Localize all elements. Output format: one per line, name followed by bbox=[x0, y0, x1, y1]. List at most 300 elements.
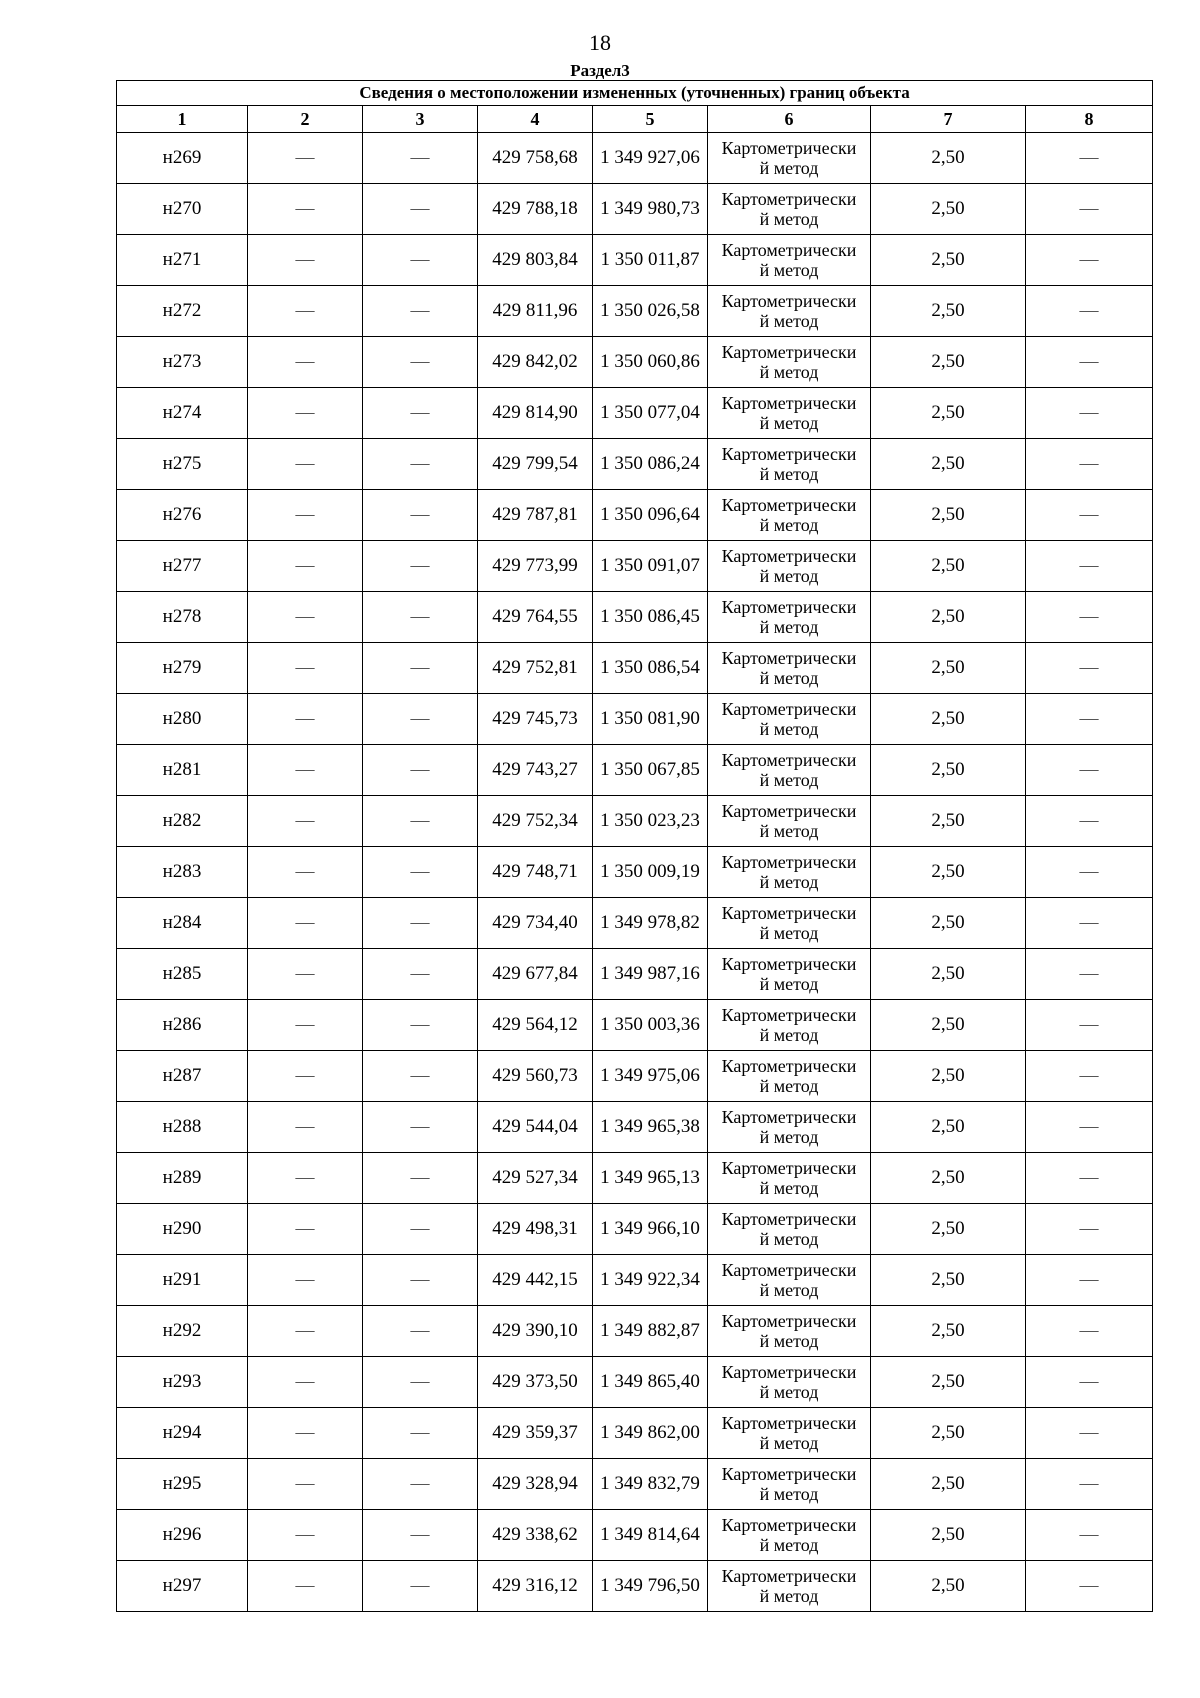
method-line-2: й метод bbox=[759, 1025, 819, 1045]
method-cell bbox=[708, 1255, 871, 1306]
x-coordinate-cell: 429 752,34 bbox=[478, 796, 593, 847]
method-cell bbox=[708, 133, 871, 184]
col8-dash-cell: — bbox=[1026, 643, 1153, 694]
method-line-2: й метод bbox=[759, 872, 819, 892]
col3-dash-cell: — bbox=[363, 643, 478, 694]
table-row bbox=[117, 1357, 1153, 1408]
col3-dash-cell: — bbox=[363, 337, 478, 388]
point-id-cell: н287 bbox=[117, 1051, 248, 1102]
col2-dash-cell: — bbox=[248, 1204, 363, 1255]
col8-dash-cell: — bbox=[1026, 541, 1153, 592]
x-coordinate-cell: 429 498,31 bbox=[478, 1204, 593, 1255]
col2-dash-cell: — bbox=[248, 490, 363, 541]
col3-dash-cell: — bbox=[363, 1459, 478, 1510]
method-line-1: Картометрически bbox=[721, 1515, 857, 1535]
accuracy-cell: 2,50 bbox=[871, 1051, 1026, 1102]
y-coordinate-cell: 1 350 023,23 bbox=[593, 796, 708, 847]
accuracy-cell: 2,50 bbox=[871, 1561, 1026, 1612]
table-row bbox=[117, 184, 1153, 235]
y-coordinate-cell: 1 350 086,24 bbox=[593, 439, 708, 490]
y-coordinate-cell: 1 350 096,64 bbox=[593, 490, 708, 541]
column-number: 1 bbox=[117, 106, 248, 133]
y-coordinate-cell: 1 349 862,00 bbox=[593, 1408, 708, 1459]
method-line-1: Картометрически bbox=[721, 546, 857, 566]
col8-dash-cell: — bbox=[1026, 1357, 1153, 1408]
section-title: Раздел3 bbox=[570, 61, 630, 80]
point-id-cell: н292 bbox=[117, 1306, 248, 1357]
method-line-1: Картометрически bbox=[721, 1005, 857, 1025]
method-line-2: й метод bbox=[759, 821, 819, 841]
accuracy-cell: 2,50 bbox=[871, 1306, 1026, 1357]
table-row bbox=[117, 286, 1153, 337]
accuracy-cell: 2,50 bbox=[871, 1357, 1026, 1408]
col3-dash-cell: — bbox=[363, 388, 478, 439]
y-coordinate-cell: 1 349 796,50 bbox=[593, 1561, 708, 1612]
table-row bbox=[117, 439, 1153, 490]
col3-dash-cell: — bbox=[363, 694, 478, 745]
point-id-cell: н270 bbox=[117, 184, 248, 235]
coordinates-table bbox=[116, 80, 1153, 1612]
point-id-cell: н274 bbox=[117, 388, 248, 439]
point-id-cell: н280 bbox=[117, 694, 248, 745]
table-row bbox=[117, 337, 1153, 388]
col2-dash-cell: — bbox=[248, 541, 363, 592]
method-cell bbox=[708, 337, 871, 388]
col3-dash-cell: — bbox=[363, 592, 478, 643]
point-id-cell: н273 bbox=[117, 337, 248, 388]
col8-dash-cell: — bbox=[1026, 1561, 1153, 1612]
table-row bbox=[117, 541, 1153, 592]
method-line-1: Картометрически bbox=[721, 444, 857, 464]
col3-dash-cell: — bbox=[363, 898, 478, 949]
method-cell bbox=[708, 439, 871, 490]
col2-dash-cell: — bbox=[248, 1357, 363, 1408]
col2-dash-cell: — bbox=[248, 1408, 363, 1459]
accuracy-cell: 2,50 bbox=[871, 235, 1026, 286]
col2-dash-cell: — bbox=[248, 1153, 363, 1204]
col2-dash-cell: — bbox=[248, 133, 363, 184]
col8-dash-cell: — bbox=[1026, 1510, 1153, 1561]
y-coordinate-cell: 1 350 077,04 bbox=[593, 388, 708, 439]
col2-dash-cell: — bbox=[248, 1306, 363, 1357]
point-id-cell: н297 bbox=[117, 1561, 248, 1612]
method-cell bbox=[708, 847, 871, 898]
table-row bbox=[117, 1408, 1153, 1459]
x-coordinate-cell: 429 338,62 bbox=[478, 1510, 593, 1561]
method-cell bbox=[708, 1459, 871, 1510]
page-number: 18 bbox=[589, 30, 611, 55]
col8-dash-cell: — bbox=[1026, 1102, 1153, 1153]
table-row bbox=[117, 1051, 1153, 1102]
col8-dash-cell: — bbox=[1026, 1306, 1153, 1357]
accuracy-cell: 2,50 bbox=[871, 541, 1026, 592]
method-line-1: Картометрически bbox=[721, 189, 857, 209]
col2-dash-cell: — bbox=[248, 796, 363, 847]
accuracy-cell: 2,50 bbox=[871, 898, 1026, 949]
column-number: 7 bbox=[871, 106, 1026, 133]
method-line-1: Картометрически bbox=[721, 1362, 857, 1382]
col3-dash-cell: — bbox=[363, 1306, 478, 1357]
method-line-2: й метод bbox=[759, 1280, 819, 1300]
method-line-1: Картометрически bbox=[721, 648, 857, 668]
accuracy-cell: 2,50 bbox=[871, 388, 1026, 439]
method-line-2: й метод bbox=[759, 413, 819, 433]
method-cell bbox=[708, 949, 871, 1000]
x-coordinate-cell: 429 544,04 bbox=[478, 1102, 593, 1153]
method-line-1: Картометрически bbox=[721, 750, 857, 770]
table-row bbox=[117, 745, 1153, 796]
method-cell bbox=[708, 1306, 871, 1357]
x-coordinate-cell: 429 745,73 bbox=[478, 694, 593, 745]
method-line-2: й метод bbox=[759, 668, 819, 688]
y-coordinate-cell: 1 350 009,19 bbox=[593, 847, 708, 898]
method-line-1: Картометрически bbox=[721, 1107, 857, 1127]
accuracy-cell: 2,50 bbox=[871, 1510, 1026, 1561]
table-row bbox=[117, 1306, 1153, 1357]
column-number: 8 bbox=[1026, 106, 1153, 133]
col2-dash-cell: — bbox=[248, 184, 363, 235]
point-id-cell: н271 bbox=[117, 235, 248, 286]
method-cell bbox=[708, 1510, 871, 1561]
method-line-1: Картометрически bbox=[721, 240, 857, 260]
col3-dash-cell: — bbox=[363, 133, 478, 184]
y-coordinate-cell: 1 349 927,06 bbox=[593, 133, 708, 184]
col3-dash-cell: — bbox=[363, 490, 478, 541]
method-line-2: й метод bbox=[759, 1076, 819, 1096]
col8-dash-cell: — bbox=[1026, 1255, 1153, 1306]
table-row bbox=[117, 592, 1153, 643]
point-id-cell: н269 bbox=[117, 133, 248, 184]
method-line-2: й метод bbox=[759, 311, 819, 331]
table-row bbox=[117, 490, 1153, 541]
method-cell bbox=[708, 388, 871, 439]
y-coordinate-cell: 1 350 086,45 bbox=[593, 592, 708, 643]
method-line-2: й метод bbox=[759, 1229, 819, 1249]
method-line-2: й метод bbox=[759, 515, 819, 535]
column-number: 2 bbox=[248, 106, 363, 133]
x-coordinate-cell: 429 328,94 bbox=[478, 1459, 593, 1510]
point-id-cell: н283 bbox=[117, 847, 248, 898]
col2-dash-cell: — bbox=[248, 949, 363, 1000]
col3-dash-cell: — bbox=[363, 1000, 478, 1051]
accuracy-cell: 2,50 bbox=[871, 694, 1026, 745]
point-id-cell: н284 bbox=[117, 898, 248, 949]
method-line-2: й метод bbox=[759, 260, 819, 280]
col3-dash-cell: — bbox=[363, 439, 478, 490]
method-line-1: Картометрически bbox=[721, 852, 857, 872]
point-id-cell: н276 bbox=[117, 490, 248, 541]
x-coordinate-cell: 429 560,73 bbox=[478, 1051, 593, 1102]
table-row bbox=[117, 388, 1153, 439]
method-line-1: Картометрически bbox=[721, 1158, 857, 1178]
method-line-1: Картометрически bbox=[721, 954, 857, 974]
method-line-2: й метод bbox=[759, 1535, 819, 1555]
point-id-cell: н293 bbox=[117, 1357, 248, 1408]
method-line-2: й метод bbox=[759, 1178, 819, 1198]
point-id-cell: н286 bbox=[117, 1000, 248, 1051]
col8-dash-cell: — bbox=[1026, 1000, 1153, 1051]
accuracy-cell: 2,50 bbox=[871, 490, 1026, 541]
x-coordinate-cell: 429 527,34 bbox=[478, 1153, 593, 1204]
x-coordinate-cell: 429 842,02 bbox=[478, 337, 593, 388]
table-row bbox=[117, 1102, 1153, 1153]
point-id-cell: н294 bbox=[117, 1408, 248, 1459]
table-row bbox=[117, 1153, 1153, 1204]
col8-dash-cell: — bbox=[1026, 1204, 1153, 1255]
y-coordinate-cell: 1 350 081,90 bbox=[593, 694, 708, 745]
method-line-1: Картометрически bbox=[721, 342, 857, 362]
method-line-1: Картометрически bbox=[721, 393, 857, 413]
method-line-2: й метод bbox=[759, 464, 819, 484]
col2-dash-cell: — bbox=[248, 1051, 363, 1102]
col8-dash-cell: — bbox=[1026, 796, 1153, 847]
column-number: 3 bbox=[363, 106, 478, 133]
y-coordinate-cell: 1 350 003,36 bbox=[593, 1000, 708, 1051]
method-line-2: й метод bbox=[759, 974, 819, 994]
method-line-2: й метод bbox=[759, 566, 819, 586]
method-line-1: Картометрически bbox=[721, 1260, 857, 1280]
col8-dash-cell: — bbox=[1026, 184, 1153, 235]
table-row bbox=[117, 235, 1153, 286]
method-cell bbox=[708, 694, 871, 745]
point-id-cell: н281 bbox=[117, 745, 248, 796]
col8-dash-cell: — bbox=[1026, 847, 1153, 898]
method-cell bbox=[708, 1153, 871, 1204]
method-cell bbox=[708, 592, 871, 643]
method-cell bbox=[708, 490, 871, 541]
method-cell bbox=[708, 541, 871, 592]
col2-dash-cell: — bbox=[248, 388, 363, 439]
y-coordinate-cell: 1 349 987,16 bbox=[593, 949, 708, 1000]
point-id-cell: н288 bbox=[117, 1102, 248, 1153]
x-coordinate-cell: 429 788,18 bbox=[478, 184, 593, 235]
y-coordinate-cell: 1 349 832,79 bbox=[593, 1459, 708, 1510]
accuracy-cell: 2,50 bbox=[871, 949, 1026, 1000]
accuracy-cell: 2,50 bbox=[871, 439, 1026, 490]
x-coordinate-cell: 429 764,55 bbox=[478, 592, 593, 643]
y-coordinate-cell: 1 349 922,34 bbox=[593, 1255, 708, 1306]
point-id-cell: н285 bbox=[117, 949, 248, 1000]
col8-dash-cell: — bbox=[1026, 235, 1153, 286]
method-line-2: й метод bbox=[759, 770, 819, 790]
method-cell bbox=[708, 1000, 871, 1051]
method-line-1: Картометрически bbox=[721, 291, 857, 311]
x-coordinate-cell: 429 787,81 bbox=[478, 490, 593, 541]
col2-dash-cell: — bbox=[248, 1561, 363, 1612]
col8-dash-cell: — bbox=[1026, 490, 1153, 541]
col3-dash-cell: — bbox=[363, 541, 478, 592]
point-id-cell: н290 bbox=[117, 1204, 248, 1255]
col3-dash-cell: — bbox=[363, 1561, 478, 1612]
y-coordinate-cell: 1 349 965,13 bbox=[593, 1153, 708, 1204]
x-coordinate-cell: 429 748,71 bbox=[478, 847, 593, 898]
accuracy-cell: 2,50 bbox=[871, 1153, 1026, 1204]
method-line-2: й метод bbox=[759, 1382, 819, 1402]
accuracy-cell: 2,50 bbox=[871, 1255, 1026, 1306]
col3-dash-cell: — bbox=[363, 1255, 478, 1306]
x-coordinate-cell: 429 564,12 bbox=[478, 1000, 593, 1051]
table-caption: Сведения о местоположении измененных (уточненных) границ объекта bbox=[117, 81, 1153, 106]
x-coordinate-cell: 429 373,50 bbox=[478, 1357, 593, 1408]
col2-dash-cell: — bbox=[248, 286, 363, 337]
col8-dash-cell: — bbox=[1026, 949, 1153, 1000]
method-line-2: й метод bbox=[759, 617, 819, 637]
accuracy-cell: 2,50 bbox=[871, 1408, 1026, 1459]
col2-dash-cell: — bbox=[248, 235, 363, 286]
x-coordinate-cell: 429 734,40 bbox=[478, 898, 593, 949]
method-line-1: Картометрически bbox=[721, 495, 857, 515]
method-line-2: й метод bbox=[759, 1331, 819, 1351]
accuracy-cell: 2,50 bbox=[871, 1459, 1026, 1510]
col3-dash-cell: — bbox=[363, 1102, 478, 1153]
point-id-cell: н295 bbox=[117, 1459, 248, 1510]
x-coordinate-cell: 429 359,37 bbox=[478, 1408, 593, 1459]
method-cell bbox=[708, 1102, 871, 1153]
col2-dash-cell: — bbox=[248, 1255, 363, 1306]
method-line-2: й метод bbox=[759, 1484, 819, 1504]
table-row bbox=[117, 643, 1153, 694]
col3-dash-cell: — bbox=[363, 286, 478, 337]
method-line-1: Картометрически bbox=[721, 138, 857, 158]
method-line-2: й метод bbox=[759, 362, 819, 382]
col8-dash-cell: — bbox=[1026, 1459, 1153, 1510]
y-coordinate-cell: 1 349 978,82 bbox=[593, 898, 708, 949]
x-coordinate-cell: 429 677,84 bbox=[478, 949, 593, 1000]
col8-dash-cell: — bbox=[1026, 1153, 1153, 1204]
col8-dash-cell: — bbox=[1026, 694, 1153, 745]
x-coordinate-cell: 429 814,90 bbox=[478, 388, 593, 439]
x-coordinate-cell: 429 752,81 bbox=[478, 643, 593, 694]
col2-dash-cell: — bbox=[248, 1102, 363, 1153]
table-row bbox=[117, 796, 1153, 847]
method-cell bbox=[708, 796, 871, 847]
method-line-2: й метод bbox=[759, 719, 819, 739]
method-cell bbox=[708, 898, 871, 949]
method-line-1: Картометрически bbox=[721, 1413, 857, 1433]
col2-dash-cell: — bbox=[248, 1510, 363, 1561]
col8-dash-cell: — bbox=[1026, 898, 1153, 949]
point-id-cell: н279 bbox=[117, 643, 248, 694]
col8-dash-cell: — bbox=[1026, 286, 1153, 337]
point-id-cell: н272 bbox=[117, 286, 248, 337]
method-cell bbox=[708, 1561, 871, 1612]
col8-dash-cell: — bbox=[1026, 1408, 1153, 1459]
point-id-cell: н278 bbox=[117, 592, 248, 643]
col3-dash-cell: — bbox=[363, 949, 478, 1000]
col8-dash-cell: — bbox=[1026, 388, 1153, 439]
column-number: 4 bbox=[478, 106, 593, 133]
col3-dash-cell: — bbox=[363, 235, 478, 286]
method-line-2: й метод bbox=[759, 1586, 819, 1606]
accuracy-cell: 2,50 bbox=[871, 337, 1026, 388]
method-line-2: й метод bbox=[759, 209, 819, 229]
y-coordinate-cell: 1 350 060,86 bbox=[593, 337, 708, 388]
method-line-2: й метод bbox=[759, 158, 819, 178]
col8-dash-cell: — bbox=[1026, 1051, 1153, 1102]
col2-dash-cell: — bbox=[248, 1000, 363, 1051]
table-row bbox=[117, 1459, 1153, 1510]
col3-dash-cell: — bbox=[363, 1357, 478, 1408]
y-coordinate-cell: 1 350 086,54 bbox=[593, 643, 708, 694]
accuracy-cell: 2,50 bbox=[871, 745, 1026, 796]
column-number-row bbox=[117, 106, 1153, 133]
y-coordinate-cell: 1 350 091,07 bbox=[593, 541, 708, 592]
accuracy-cell: 2,50 bbox=[871, 1204, 1026, 1255]
method-cell bbox=[708, 643, 871, 694]
table-row bbox=[117, 1255, 1153, 1306]
method-line-2: й метод bbox=[759, 1433, 819, 1453]
col2-dash-cell: — bbox=[248, 694, 363, 745]
accuracy-cell: 2,50 bbox=[871, 1102, 1026, 1153]
col3-dash-cell: — bbox=[363, 1204, 478, 1255]
accuracy-cell: 2,50 bbox=[871, 184, 1026, 235]
y-coordinate-cell: 1 349 882,87 bbox=[593, 1306, 708, 1357]
col2-dash-cell: — bbox=[248, 439, 363, 490]
column-number: 6 bbox=[708, 106, 871, 133]
y-coordinate-cell: 1 349 865,40 bbox=[593, 1357, 708, 1408]
method-line-1: Картометрически bbox=[721, 1566, 857, 1586]
col2-dash-cell: — bbox=[248, 745, 363, 796]
accuracy-cell: 2,50 bbox=[871, 1000, 1026, 1051]
x-coordinate-cell: 429 758,68 bbox=[478, 133, 593, 184]
method-line-1: Картометрически bbox=[721, 801, 857, 821]
method-cell bbox=[708, 235, 871, 286]
y-coordinate-cell: 1 350 026,58 bbox=[593, 286, 708, 337]
y-coordinate-cell: 1 349 965,38 bbox=[593, 1102, 708, 1153]
x-coordinate-cell: 429 811,96 bbox=[478, 286, 593, 337]
point-id-cell: н296 bbox=[117, 1510, 248, 1561]
accuracy-cell: 2,50 bbox=[871, 592, 1026, 643]
table-caption-row bbox=[117, 81, 1153, 106]
col3-dash-cell: — bbox=[363, 796, 478, 847]
method-line-1: Картометрически bbox=[721, 699, 857, 719]
table-row bbox=[117, 1510, 1153, 1561]
point-id-cell: н282 bbox=[117, 796, 248, 847]
y-coordinate-cell: 1 349 980,73 bbox=[593, 184, 708, 235]
x-coordinate-cell: 429 316,12 bbox=[478, 1561, 593, 1612]
method-line-1: Картометрически bbox=[721, 903, 857, 923]
x-coordinate-cell: 429 390,10 bbox=[478, 1306, 593, 1357]
table-row bbox=[117, 133, 1153, 184]
method-line-2: й метод bbox=[759, 923, 819, 943]
col3-dash-cell: — bbox=[363, 1051, 478, 1102]
method-cell bbox=[708, 745, 871, 796]
x-coordinate-cell: 429 773,99 bbox=[478, 541, 593, 592]
col2-dash-cell: — bbox=[248, 643, 363, 694]
method-line-1: Картометрически bbox=[721, 1056, 857, 1076]
col3-dash-cell: — bbox=[363, 745, 478, 796]
point-id-cell: н277 bbox=[117, 541, 248, 592]
x-coordinate-cell: 429 803,84 bbox=[478, 235, 593, 286]
col2-dash-cell: — bbox=[248, 337, 363, 388]
accuracy-cell: 2,50 bbox=[871, 133, 1026, 184]
method-line-1: Картометрически bbox=[721, 597, 857, 617]
col2-dash-cell: — bbox=[248, 1459, 363, 1510]
accuracy-cell: 2,50 bbox=[871, 643, 1026, 694]
method-line-1: Картометрически bbox=[721, 1209, 857, 1229]
table-row bbox=[117, 1204, 1153, 1255]
table-row bbox=[117, 949, 1153, 1000]
method-cell bbox=[708, 1408, 871, 1459]
accuracy-cell: 2,50 bbox=[871, 847, 1026, 898]
y-coordinate-cell: 1 350 011,87 bbox=[593, 235, 708, 286]
method-cell bbox=[708, 1204, 871, 1255]
y-coordinate-cell: 1 349 814,64 bbox=[593, 1510, 708, 1561]
col3-dash-cell: — bbox=[363, 1510, 478, 1561]
col3-dash-cell: — bbox=[363, 1408, 478, 1459]
y-coordinate-cell: 1 350 067,85 bbox=[593, 745, 708, 796]
method-cell bbox=[708, 1357, 871, 1408]
